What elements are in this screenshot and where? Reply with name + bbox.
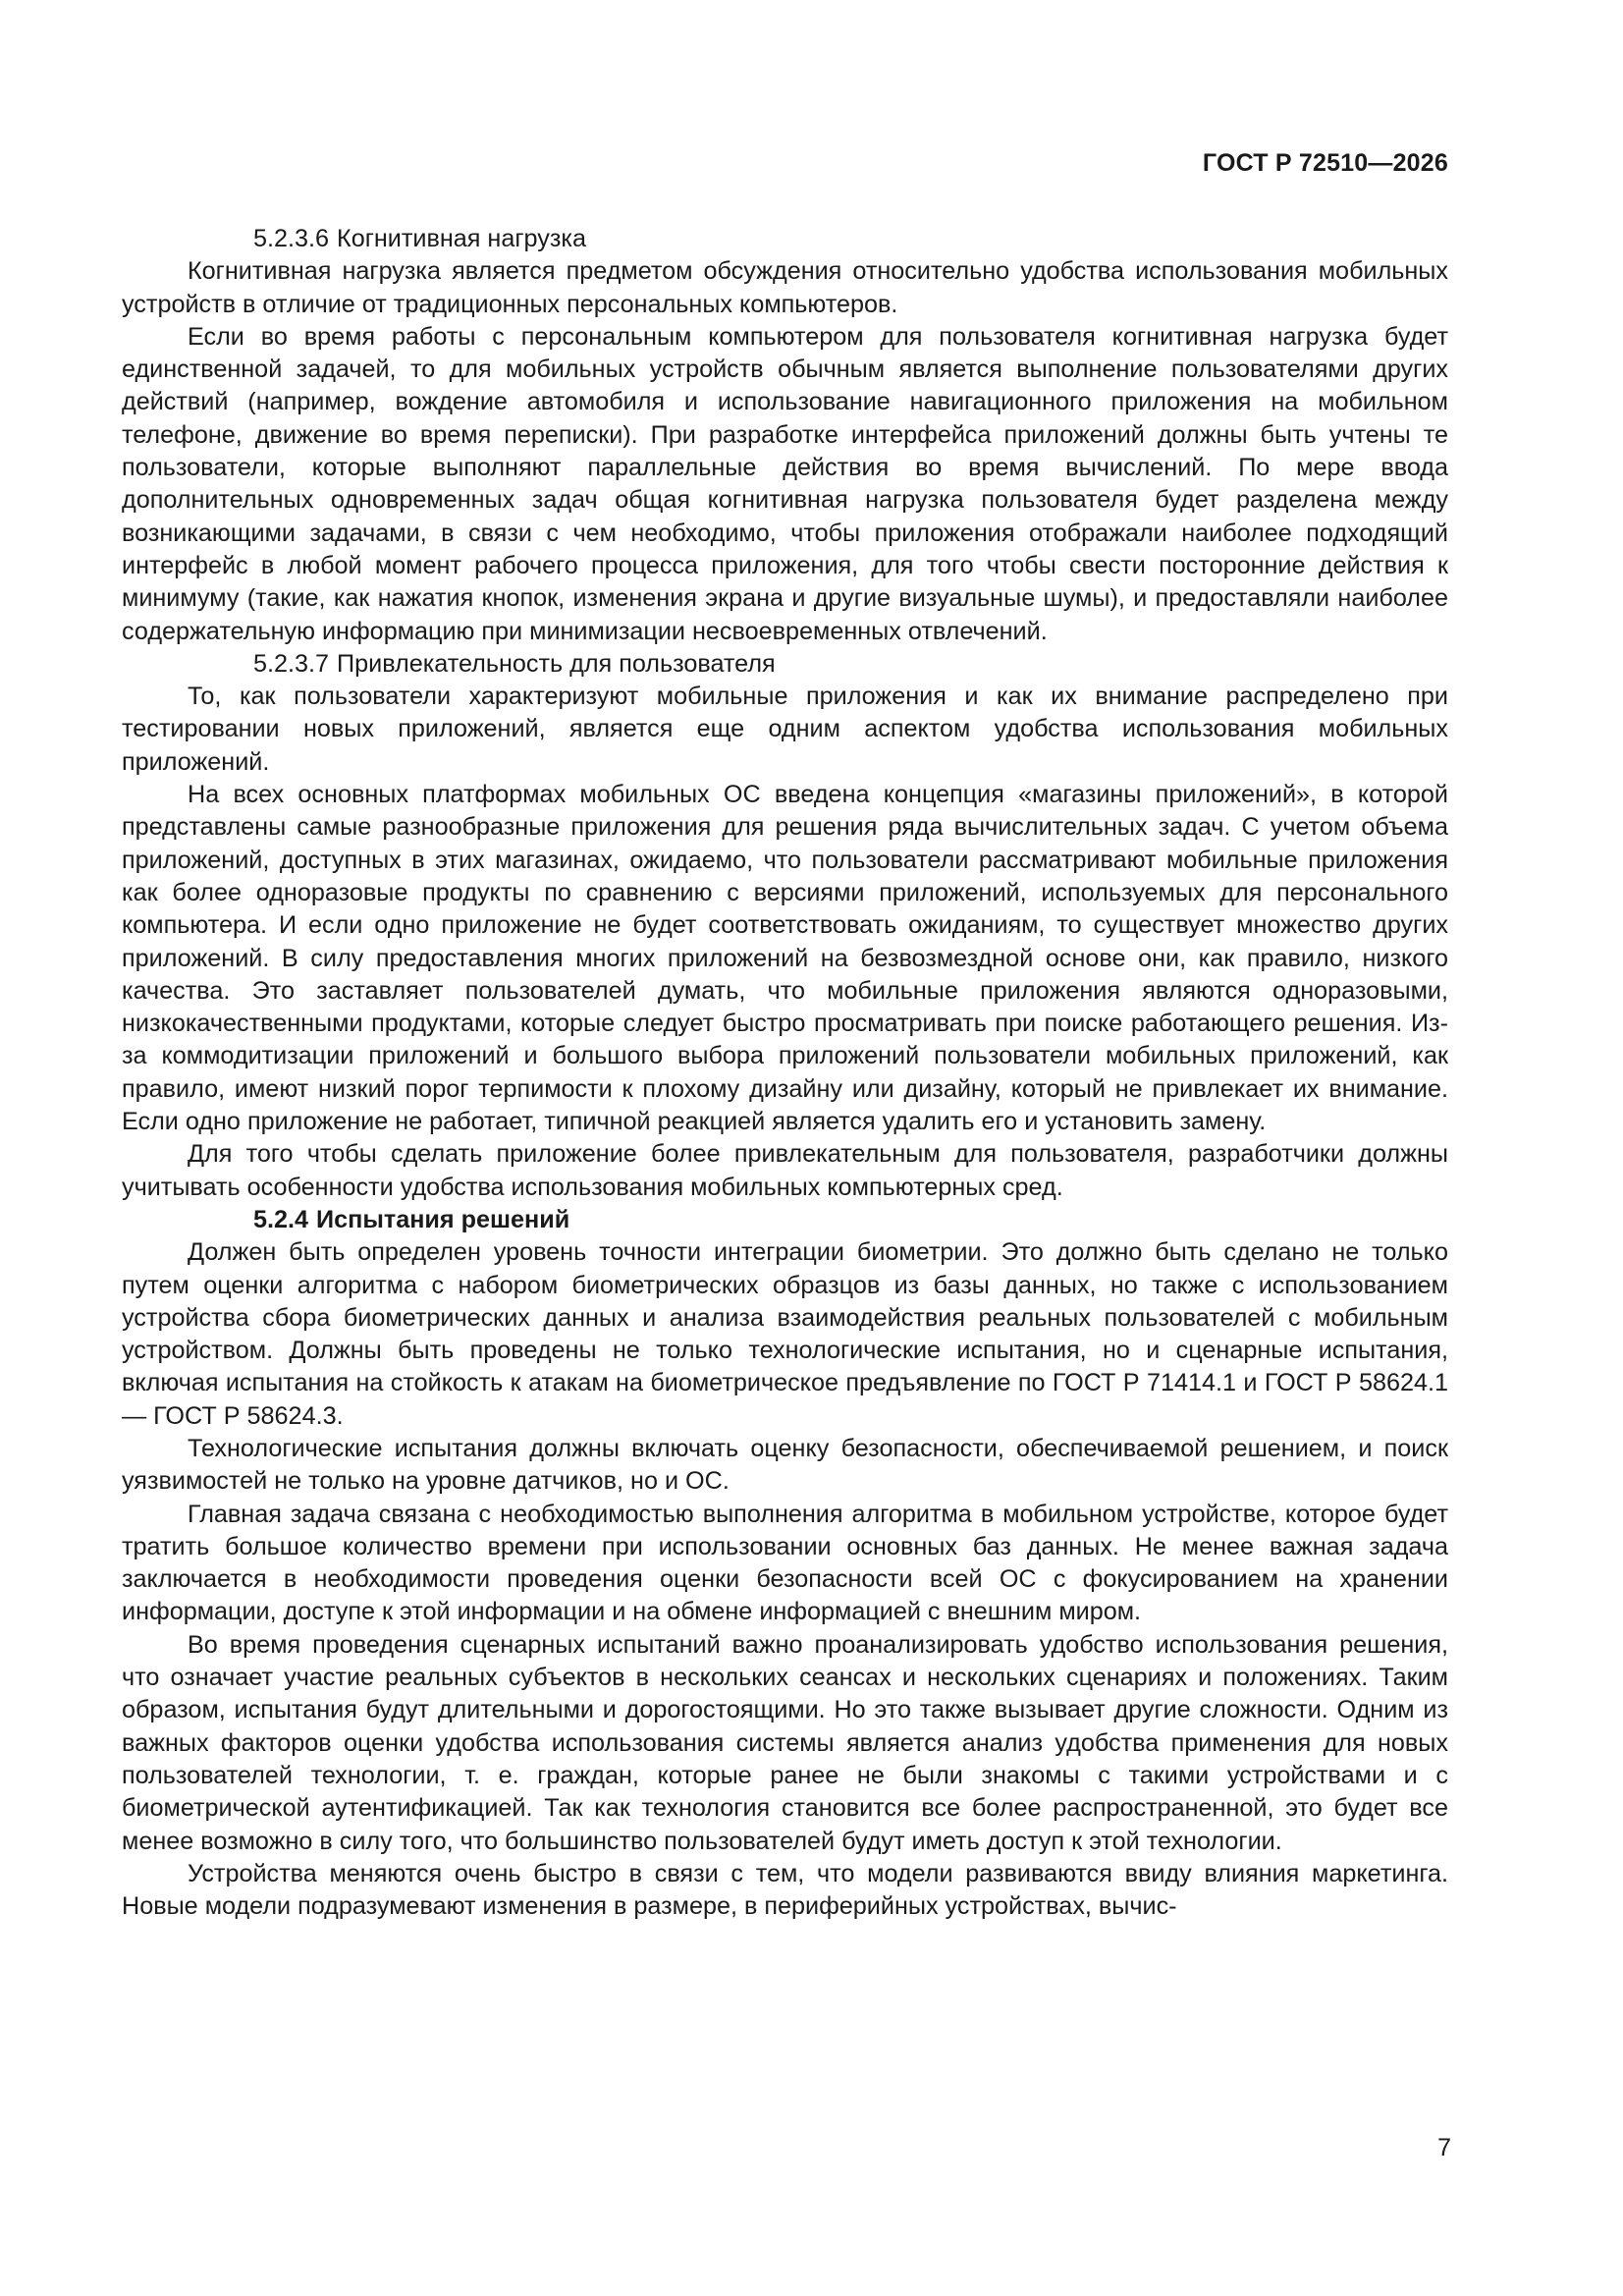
section-title: Испытания решений — [316, 1205, 570, 1233]
paragraph: Для того чтобы сделать приложение более привлекательным для пользователя, разработчики должны учитывать особенности удобства использования мобильных компьютерных сред. — [122, 1140, 1448, 1201]
paragraph: Устройства меняются очень быстро в связи с тем, что модели развиваются ввиду влияния маркетинга. Новые модели подразумевают изменения в размере, в периферийных устройствах, вычис- — [122, 1859, 1448, 1921]
section-heading-5-2-3-6 — [122, 223, 1448, 255]
paragraph: Если во время работы с персональным компьютером для пользователя когнитивная нагрузка будет единственной задачей, то для мобильных устройств обычным является выполнение пользователями других действий (например, вождение автомобиля и использование навигационного приложения на мобильном телефоне, движение во время переписки). При разработке интерфейса приложений должны быть учтены те пользователи, которые выполняют параллельные действия во время вычислений. По мере ввода дополнительных одновременных задач общая когнитивная нагрузка пользователя будет разделена между возникающими задачами, в связи с чем необходимо, чтобы приложения отображали наиболее подходящий интерфейс в любой момент рабочего процесса приложения, для того чтобы свести посторонние действия к минимуму (такие, как нажатия кнопок, изменения экрана и другие визуальные шумы), и предоставляли наиболее содержательную информацию при минимизации несвоевременных отвлечений. — [122, 322, 1448, 645]
section-title: Привлекательность для пользователя — [337, 649, 776, 678]
standard-identifier: ГОСТ Р 72510—2026 — [1202, 149, 1448, 177]
document-body — [122, 223, 1448, 1923]
paragraph: Во время проведения сценарных испытаний важно проанализировать удобство использования решения, что означает участие реальных субъектов в нескольких сеансах и нескольких сценариях и положениях. Таким образом, испытания будут длительными и дорогостоящими. Но это также вызывает другие сложности. Одним из важных факторов оценки удобства использования системы является анализ удобства применения для новых пользователей технологии, т. е. граждан, которые ранее не были знакомы с такими устройствами и с биометрической аутентификацией. Так как технология становится все более распространенной, это будет все менее возможно в силу того, что большинство пользователей будут иметь доступ к этой технологии. — [122, 1630, 1448, 1855]
section-number: 5.2.3.6 — [253, 225, 330, 252]
paragraph: Должен быть определен уровень точности интеграции биометрии. Это должно быть сделано не только путем оценки алгоритма с набором биометрических образцов из базы данных, но также с использованием устройства сбора биометрических данных и анализа взаимодействия реальных пользователей с мобильным устройством. Должны быть проведены не только технологические испытания, но и сценарные испытания, включая испытания на стойкость к атакам на биометрическое предъявление по ГОСТ Р 71414.1 и ГОСТ Р 58624.1 — ГОСТ Р 58624.3. — [122, 1238, 1448, 1430]
paragraph: То, как пользователи характеризуют мобильные приложения и как их внимание распределено при тестировании новых приложений, является еще одним аспектом удобства использования мобильных приложений. — [122, 683, 1448, 776]
section-heading-5-2-3-7 — [122, 648, 1448, 681]
paragraph: Главная задача связана с необходимостью выполнения алгоритма в мобильном устройстве, которое будет тратить большое количество времени при использовании основных баз данных. Не менее важная задача заключается в необходимости проведения оценки безопасности всей ОС с фокусированием на хранении информации, доступе к этой информации и на обмене информацией с внешним миром. — [122, 1500, 1448, 1626]
paragraph: На всех основных платформах мобильных ОС введена концепция «магазины приложений», в которой представлены самые разнообразные приложения для решения ряда вычислительных задач. С учетом объема приложений, доступных в этих магазинах, ожидаемо, что пользователи рассматривают мобильные приложения как более одноразовые продукты по сравнению с версиями приложений, используемых для персонального компьютера. И если одно приложение не будет соответствовать ожиданиям, то существует множество других приложений. В силу предоставления многих приложений на безвозмездной основе они, как правило, низкого качества. Это заставляет пользователей думать, что мобильные приложения являются одноразовыми, низкокачественными продуктами, которые следует быстро просматривать при поиске работающего решения. Из-за коммодитизации приложений и большого выбора приложений пользователи мобильных приложений, как правило, имеют низкий порог терпимости к плохому дизайну или дизайну, который не привлекает их внимание. Если одно приложение не работает, типичной реакцией является удалить его и установить замену. — [122, 781, 1448, 1136]
section-number: 5.2.4 — [253, 1205, 309, 1233]
paragraph: Технологические испытания должны включать оценку безопасности, обеспечиваемой решением, и поиск уязвимостей не только на уровне датчиков, но и ОС. — [122, 1434, 1448, 1496]
paragraph: Когнитивная нагрузка является предметом обсуждения относительно удобства использования мобильных устройств в отличие от традиционных персональных компьютеров. — [122, 257, 1448, 318]
section-number: 5.2.3.7 — [253, 649, 330, 678]
section-heading-5-2-4 — [122, 1204, 1448, 1236]
page-number: 7 — [1437, 2134, 1451, 2161]
section-title: Когнитивная нагрузка — [337, 225, 586, 252]
